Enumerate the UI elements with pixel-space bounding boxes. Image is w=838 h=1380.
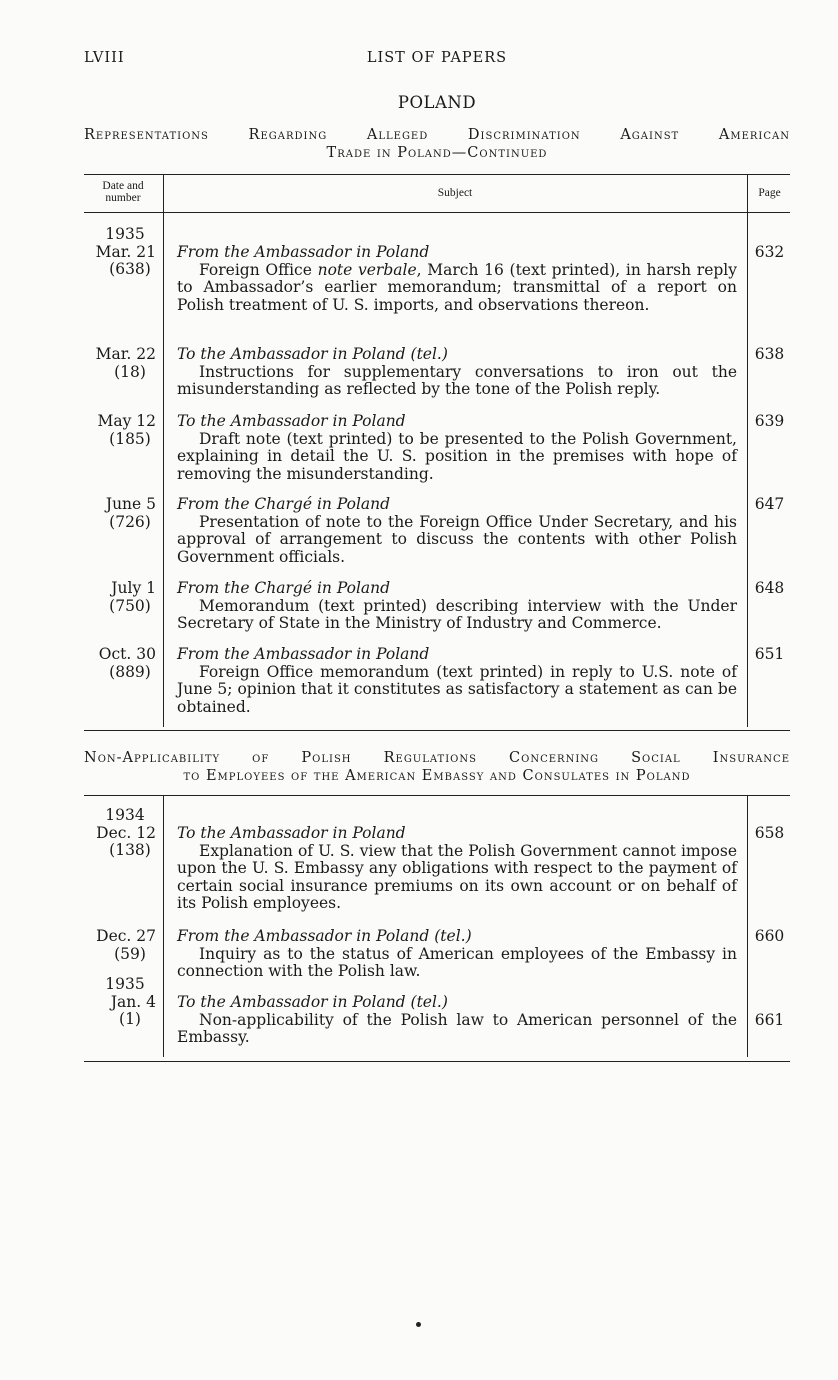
- entry-number: (18): [114, 362, 146, 381]
- entry-heading: From the Ambassador in Poland: [177, 243, 430, 261]
- entry-heading: To the Ambassador in Poland (tel.): [177, 345, 448, 363]
- entry-day: May 12: [97, 412, 156, 430]
- entry-heading: To the Ambassador in Poland: [177, 412, 406, 430]
- list-item: [177, 580, 737, 633]
- table-bottom-rule: [84, 730, 790, 731]
- list-item: [177, 413, 737, 483]
- entry-description: Memorandum (text printed) describing interview with the Under Secretary of State in the Ministry of Industry and Commerce.: [177, 596, 737, 632]
- entry-heading: To the Ambassador in Poland (tel.): [177, 993, 448, 1011]
- entry-description: Foreign Office memorandum (text printed) in reply to U.S. note of June 5; opinion that it constitutes as satisfactory a statement as can be obtained.: [177, 662, 737, 716]
- entry-page: 638: [754, 345, 785, 363]
- entry-date: [84, 226, 156, 279]
- entry-day: Dec. 12: [96, 823, 156, 842]
- entry-day: June 5: [105, 495, 156, 513]
- list-item: [177, 825, 737, 913]
- entry-number: (1): [119, 1010, 141, 1028]
- section-title: [84, 749, 790, 785]
- list-item: [177, 244, 737, 314]
- entry-heading: From the Ambassador in Poland (tel.): [177, 927, 472, 945]
- entry-number: (750): [109, 596, 151, 615]
- entry-year: 1935: [105, 975, 145, 993]
- column-divider: [163, 174, 164, 727]
- entry-description: Inquiry as to the status of American employees of the Embassy in connection with the Polish law.: [177, 944, 737, 980]
- section-title: [84, 126, 790, 162]
- list-item: [177, 928, 737, 981]
- entry-day: Jan. 4: [110, 992, 156, 1011]
- column-header-subject: Subject: [437, 187, 473, 199]
- entry-date: [84, 928, 156, 963]
- table-bottom-rule: [84, 1061, 790, 1062]
- entry-description: Foreign Office note verbale, March 16 (text printed), in harsh reply to Ambassador’s earlier memorandum; transmittal of a report on Polish treatment of U. S. imports, and observations thereon.: [177, 260, 737, 314]
- entry-date: [84, 413, 156, 448]
- list-item: [177, 346, 737, 399]
- entry-date: [84, 496, 156, 531]
- entry-description: Instructions for supplementary conversations to iron out the misunderstanding as reflected by the tone of the Polish reply.: [177, 362, 737, 398]
- running-title: LIST OF PAPERS: [366, 50, 508, 66]
- entry-date: [84, 976, 156, 1029]
- table-top-rule: [84, 174, 790, 175]
- entry-day: Mar. 22: [95, 345, 156, 363]
- table-top-rule: [84, 795, 790, 796]
- entry-heading: From the Ambassador in Poland: [177, 645, 430, 663]
- entry-number: (638): [109, 260, 151, 278]
- entry-date: [84, 346, 156, 381]
- entry-description: Presentation of note to the Foreign Office Under Secretary, and his approval of arrangement to discuss the contents with other Polish Government officials.: [177, 512, 737, 566]
- entry-description: Explanation of U. S. view that the Polish Government cannot impose upon the U. S. Embassy any obligations with respect to the payment of certain social insurance premiums on its own account or on behalf of its Polish employees.: [177, 841, 737, 912]
- section-title-line: Representations Regarding Alleged Discrimination Against American: [84, 127, 790, 143]
- entry-day: Mar. 21: [95, 242, 156, 261]
- entry-heading: To the Ambassador in Poland: [177, 824, 406, 842]
- entry-page: 651: [754, 645, 785, 663]
- list-item: [177, 994, 737, 1047]
- column-divider: [747, 174, 748, 727]
- entry-page: 658: [754, 824, 785, 842]
- entry-year: 1935: [105, 225, 145, 243]
- table-header-rule: [84, 212, 790, 213]
- entry-number: (59): [114, 944, 146, 963]
- entry-number: (889): [109, 662, 151, 681]
- section-title-line: Non-Applicability of Polish Regulations Concerning Social Insurance: [84, 750, 790, 766]
- page-folio: LVIII: [84, 50, 125, 66]
- column-header-page: Page: [758, 187, 781, 199]
- column-divider: [747, 795, 748, 1057]
- entry-page: 647: [754, 495, 785, 513]
- list-item: [177, 496, 737, 566]
- entry-day: Oct. 30: [98, 645, 156, 663]
- column-divider: [163, 795, 164, 1057]
- entry-page: 639: [754, 412, 785, 430]
- entry-heading: From the Chargé in Poland: [177, 579, 391, 597]
- entry-page: 648: [754, 579, 785, 597]
- entry-date: [84, 580, 156, 615]
- entry-page: 660: [754, 927, 785, 945]
- list-item: [177, 646, 737, 716]
- section-title-line: to Employees of the American Embassy and Consulates in Poland: [183, 768, 691, 784]
- entry-heading: From the Chargé in Poland: [177, 495, 391, 513]
- page-mark: [416, 1322, 421, 1327]
- section-title-line: Trade in Poland—Continued: [326, 145, 548, 161]
- entry-date: [84, 646, 156, 681]
- running-head: [84, 50, 790, 70]
- country-heading: POLAND: [397, 93, 477, 112]
- column-header-date: Date and number: [102, 180, 144, 204]
- entry-date: [84, 807, 156, 860]
- entry-day: Dec. 27: [96, 927, 156, 945]
- entry-page: 632: [754, 243, 785, 261]
- entry-year: 1934: [105, 806, 145, 824]
- entry-description: Draft note (text printed) to be presented to the Polish Government, explaining in detail the U. S. position in the premises with hope of removing the misunderstanding.: [177, 429, 737, 483]
- entry-number: (185): [109, 429, 151, 448]
- entry-day: July 1: [111, 579, 156, 597]
- entry-number: (726): [109, 512, 151, 531]
- entry-number: (138): [109, 841, 151, 859]
- entry-description: Non-applicability of the Polish law to American personnel of the Embassy.: [177, 1010, 737, 1046]
- entry-page: 661: [754, 1011, 785, 1029]
